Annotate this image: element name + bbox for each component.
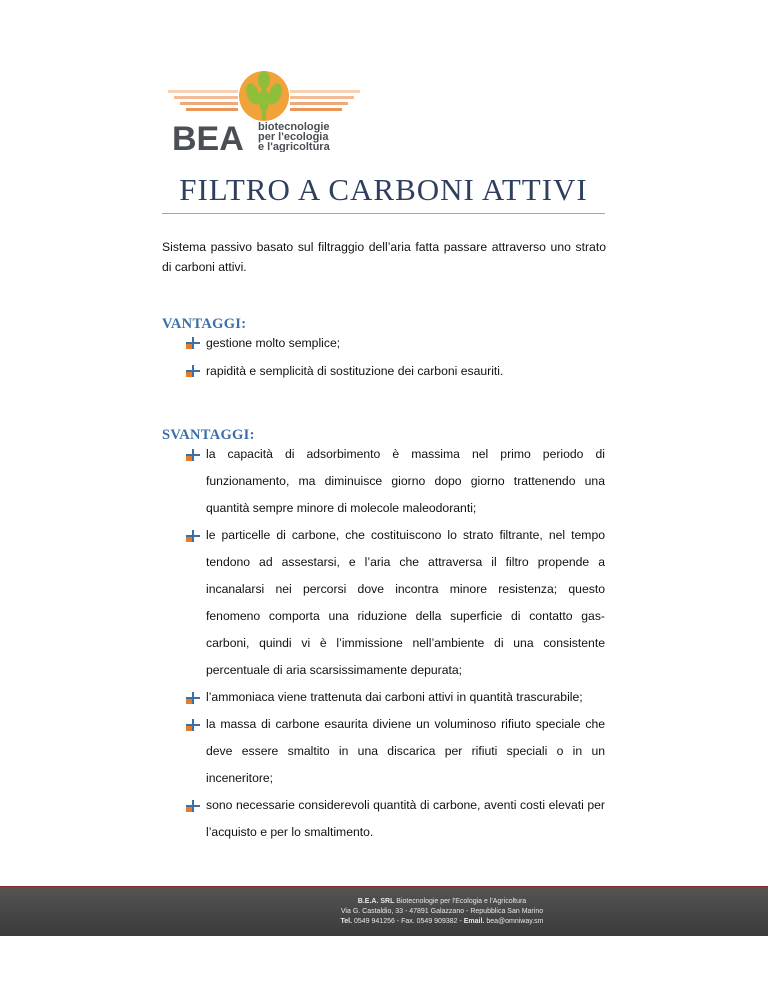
intro-paragraph: Sistema passivo basato sul filtraggio dell’aria fatta passare attraverso uno strato di carboni attivi. <box>162 240 606 274</box>
bullet-arrow-icon <box>186 365 200 377</box>
footer-divider <box>0 886 768 887</box>
svantaggi-list <box>186 441 605 846</box>
list-item <box>186 792 605 846</box>
list-item-text: l’ammoniaca viene trattenuta dai carboni attivi in quantità trascurabile; <box>206 690 583 704</box>
list-item <box>186 522 605 684</box>
logo-brand: BEA <box>172 120 244 152</box>
list-item-text: la capacità di adsorbimento è massima nel primo periodo di funzionamento, ma diminuisce giorno dopo giorno trattenendo una quantità sempre minore di molecole maleodoranti; <box>206 447 605 515</box>
footer-email-label: Email. <box>463 918 485 925</box>
footer-address: Via G. Castaldio, 33 - 47891 Galazzano - Repubblica San Marino <box>340 908 544 915</box>
bea-logo <box>160 70 370 152</box>
svantaggi-heading: SVANTAGGI: <box>162 427 255 443</box>
list-item <box>186 361 605 381</box>
footer-text <box>312 897 572 927</box>
list-item-text: le particelle di carbone, che costituiscono lo strato filtrante, nel tempo tendono ad assestarsi, e l’aria che attraversa il filtro propende a incanalarsi nei percorsi dove incontra minore resistenza; questo fenomeno comporta una riduzione della superficie di contatto gas-carboni, quindi vi è l’immissione nell’ambiente di una consistente percentuale di aria scarsissimamente depurata; <box>206 528 605 677</box>
footer-company-desc: Biotecnologie per l'Ecologia e l'Agricoltura <box>394 898 527 905</box>
page-title: FILTRO A CARBONI ATTIVI <box>179 172 588 207</box>
vantaggi-heading: VANTAGGI: <box>162 316 247 332</box>
list-item-text: rapidità e semplicità di sostituzione dei carboni esauriti. <box>206 364 504 378</box>
vantaggi-list <box>186 333 605 389</box>
bullet-arrow-icon <box>186 719 200 731</box>
footer-tel: 0549 941256 - Fax. 0549 909382 - <box>352 918 464 925</box>
list-item <box>186 684 605 711</box>
bullet-arrow-icon <box>186 530 200 542</box>
footer-company: B.E.A. SRL <box>357 898 395 905</box>
bullet-arrow-icon <box>186 800 200 812</box>
footer-tel-label: Tel. <box>340 918 353 925</box>
bullet-arrow-icon <box>186 692 200 704</box>
footer-contacts <box>312 917 572 927</box>
bullet-arrow-icon <box>186 449 200 461</box>
logo-tagline-2: per l'ecologia <box>258 131 329 143</box>
footer-email: bea@omniway.sm <box>484 918 544 925</box>
list-item <box>186 711 605 792</box>
footer-company-line <box>312 897 572 907</box>
logo-tagline-1: biotecnologie <box>258 121 330 133</box>
list-item-text: sono necessarie considerevoli quantità di carbone, aventi costi elevati per l’acquisto e per lo smaltimento. <box>206 798 605 839</box>
list-item-text: gestione molto semplice; <box>206 336 341 350</box>
list-item-text: la massa di carbone esaurita diviene un voluminoso rifiuto speciale che deve essere smaltito in una discarica per rifiuti speciali o in un inceneritore; <box>206 717 605 785</box>
logo-tagline-3: e l'agricoltura <box>258 141 330 152</box>
list-item <box>186 333 605 353</box>
list-item <box>186 441 605 522</box>
title-underline <box>162 213 605 214</box>
bullet-arrow-icon <box>186 337 200 349</box>
